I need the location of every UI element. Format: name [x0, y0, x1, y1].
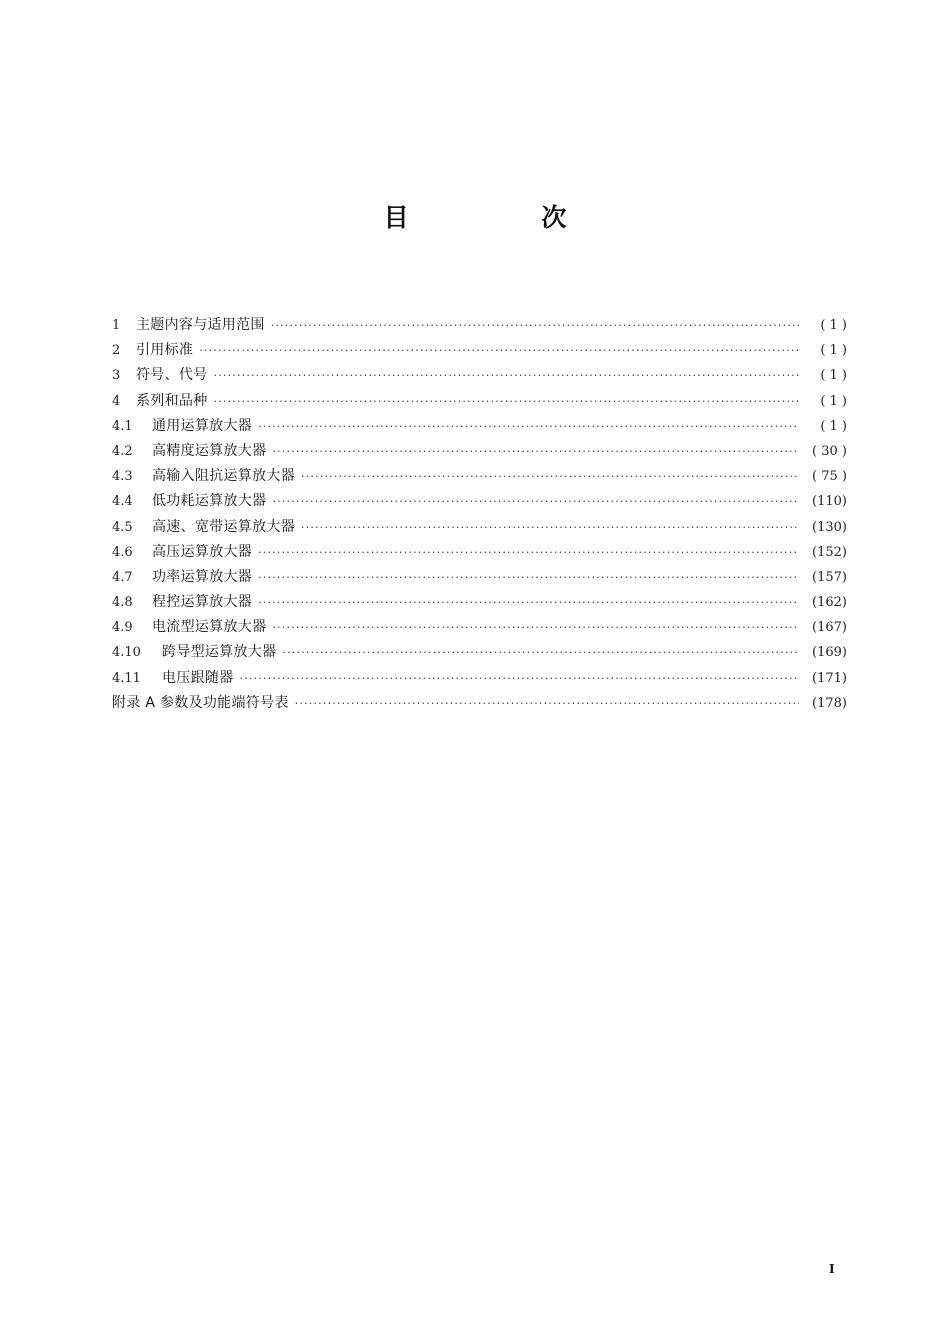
toc-dot-leader [258, 590, 799, 615]
toc-entry-page: ( 1 ) [820, 368, 847, 384]
toc-entry-number: 4.6 [112, 544, 133, 560]
toc-entry-title: 通用运算放大器 [152, 417, 253, 434]
toc-dot-leader [199, 338, 799, 363]
toc-entry-title: 高速、宽带运算放大器 [152, 518, 295, 535]
toc-entry-title: 系列和品种 [136, 392, 208, 409]
toc-entry-title: 符号、代号 [136, 367, 208, 384]
toc-dot-leader [295, 691, 799, 716]
toc-entry-page: ( 1 ) [820, 393, 847, 409]
toc-entry [112, 565, 847, 590]
toc-dot-leader [272, 439, 799, 464]
toc-dot-leader [301, 515, 799, 540]
toc-entry-number: 4 [112, 393, 121, 409]
toc-entry-number: 4.9 [112, 620, 133, 636]
toc-entry-page: (167) [812, 620, 847, 636]
toc-entry-number: 2 [112, 343, 121, 359]
toc-entry-number: 4.3 [112, 469, 133, 485]
toc-entry-number: 4.11 [112, 670, 141, 686]
toc-entry [112, 414, 847, 439]
toc-entry-page: (130) [812, 519, 847, 535]
toc-entry-number: 4.10 [112, 645, 141, 661]
toc-entry-title: 低功耗运算放大器 [152, 493, 267, 510]
toc-entry [112, 515, 847, 540]
toc-entry-page: ( 75 ) [812, 469, 847, 485]
toc-entry [112, 540, 847, 565]
toc-dot-leader [282, 640, 799, 665]
toc-dot-leader [258, 540, 799, 565]
toc-entry-page: (162) [812, 595, 847, 611]
toc-entry-number: 4.5 [112, 519, 133, 535]
toc-dot-leader [271, 313, 799, 338]
toc-entry [112, 363, 847, 388]
toc-entry-number: 4.2 [112, 443, 133, 459]
toc-entry-number: 1 [112, 318, 121, 333]
toc-entry [112, 615, 847, 640]
toc-entry-title: 高输入阻抗运算放大器 [152, 468, 295, 485]
toc-entry-page: (178) [812, 695, 847, 711]
toc-entry [112, 489, 847, 514]
toc-entry-page: ( 1 ) [820, 343, 847, 359]
toc-entry [112, 640, 847, 665]
toc-dot-leader [214, 389, 800, 414]
toc-entry [112, 464, 847, 489]
toc-title: 目 次 [383, 203, 629, 232]
toc-entry-number: 4.8 [112, 595, 133, 611]
toc-entry-number: 4.1 [112, 418, 133, 434]
toc-entry [112, 439, 847, 464]
toc-entry-page: ( 1 ) [820, 418, 847, 434]
toc-entry-title: 功率运算放大器 [152, 568, 253, 585]
toc-entry-title: 附录 A 参数及功能端符号表 [112, 694, 289, 711]
toc-entry-page: ( 1 ) [820, 318, 847, 333]
toc-entry [112, 590, 847, 615]
toc-entry-page: (171) [812, 670, 847, 686]
toc-dot-leader [272, 615, 799, 640]
toc-dot-leader [258, 565, 799, 590]
toc-entry-page: (110) [812, 494, 847, 510]
toc-dot-leader [240, 666, 800, 691]
toc-dot-leader [214, 363, 800, 388]
toc-entry-title: 电流型运算放大器 [152, 619, 267, 636]
toc-entry-number: 3 [112, 368, 121, 384]
toc-entry [112, 338, 847, 363]
toc-dot-leader [258, 414, 799, 439]
toc-entry-page: (169) [812, 645, 847, 661]
toc-entry-page: (152) [812, 544, 847, 560]
toc-entry [112, 313, 847, 338]
toc-entry-title: 程控运算放大器 [152, 594, 253, 611]
toc-entry [112, 691, 847, 716]
toc-entry-title: 引用标准 [136, 342, 194, 359]
toc-entry [112, 389, 847, 414]
toc-entry-number: 4.7 [112, 569, 133, 585]
toc-entry-title: 主题内容与适用范围 [136, 317, 265, 333]
toc-entry-title: 跨导型运算放大器 [162, 644, 277, 661]
toc-entry-title: 高压运算放大器 [152, 543, 253, 560]
toc-entry [112, 666, 847, 691]
toc-entry-title: 电压跟随器 [162, 669, 234, 686]
toc-entry-number: 4.4 [112, 494, 133, 510]
toc-entry-title: 高精度运算放大器 [152, 442, 267, 459]
toc-entry-page: ( 30 ) [812, 443, 847, 459]
table-of-contents [112, 313, 847, 716]
toc-dot-leader [301, 464, 799, 489]
toc-dot-leader [272, 489, 799, 514]
page-number: I [829, 1262, 835, 1276]
toc-entry-page: (157) [812, 569, 847, 585]
